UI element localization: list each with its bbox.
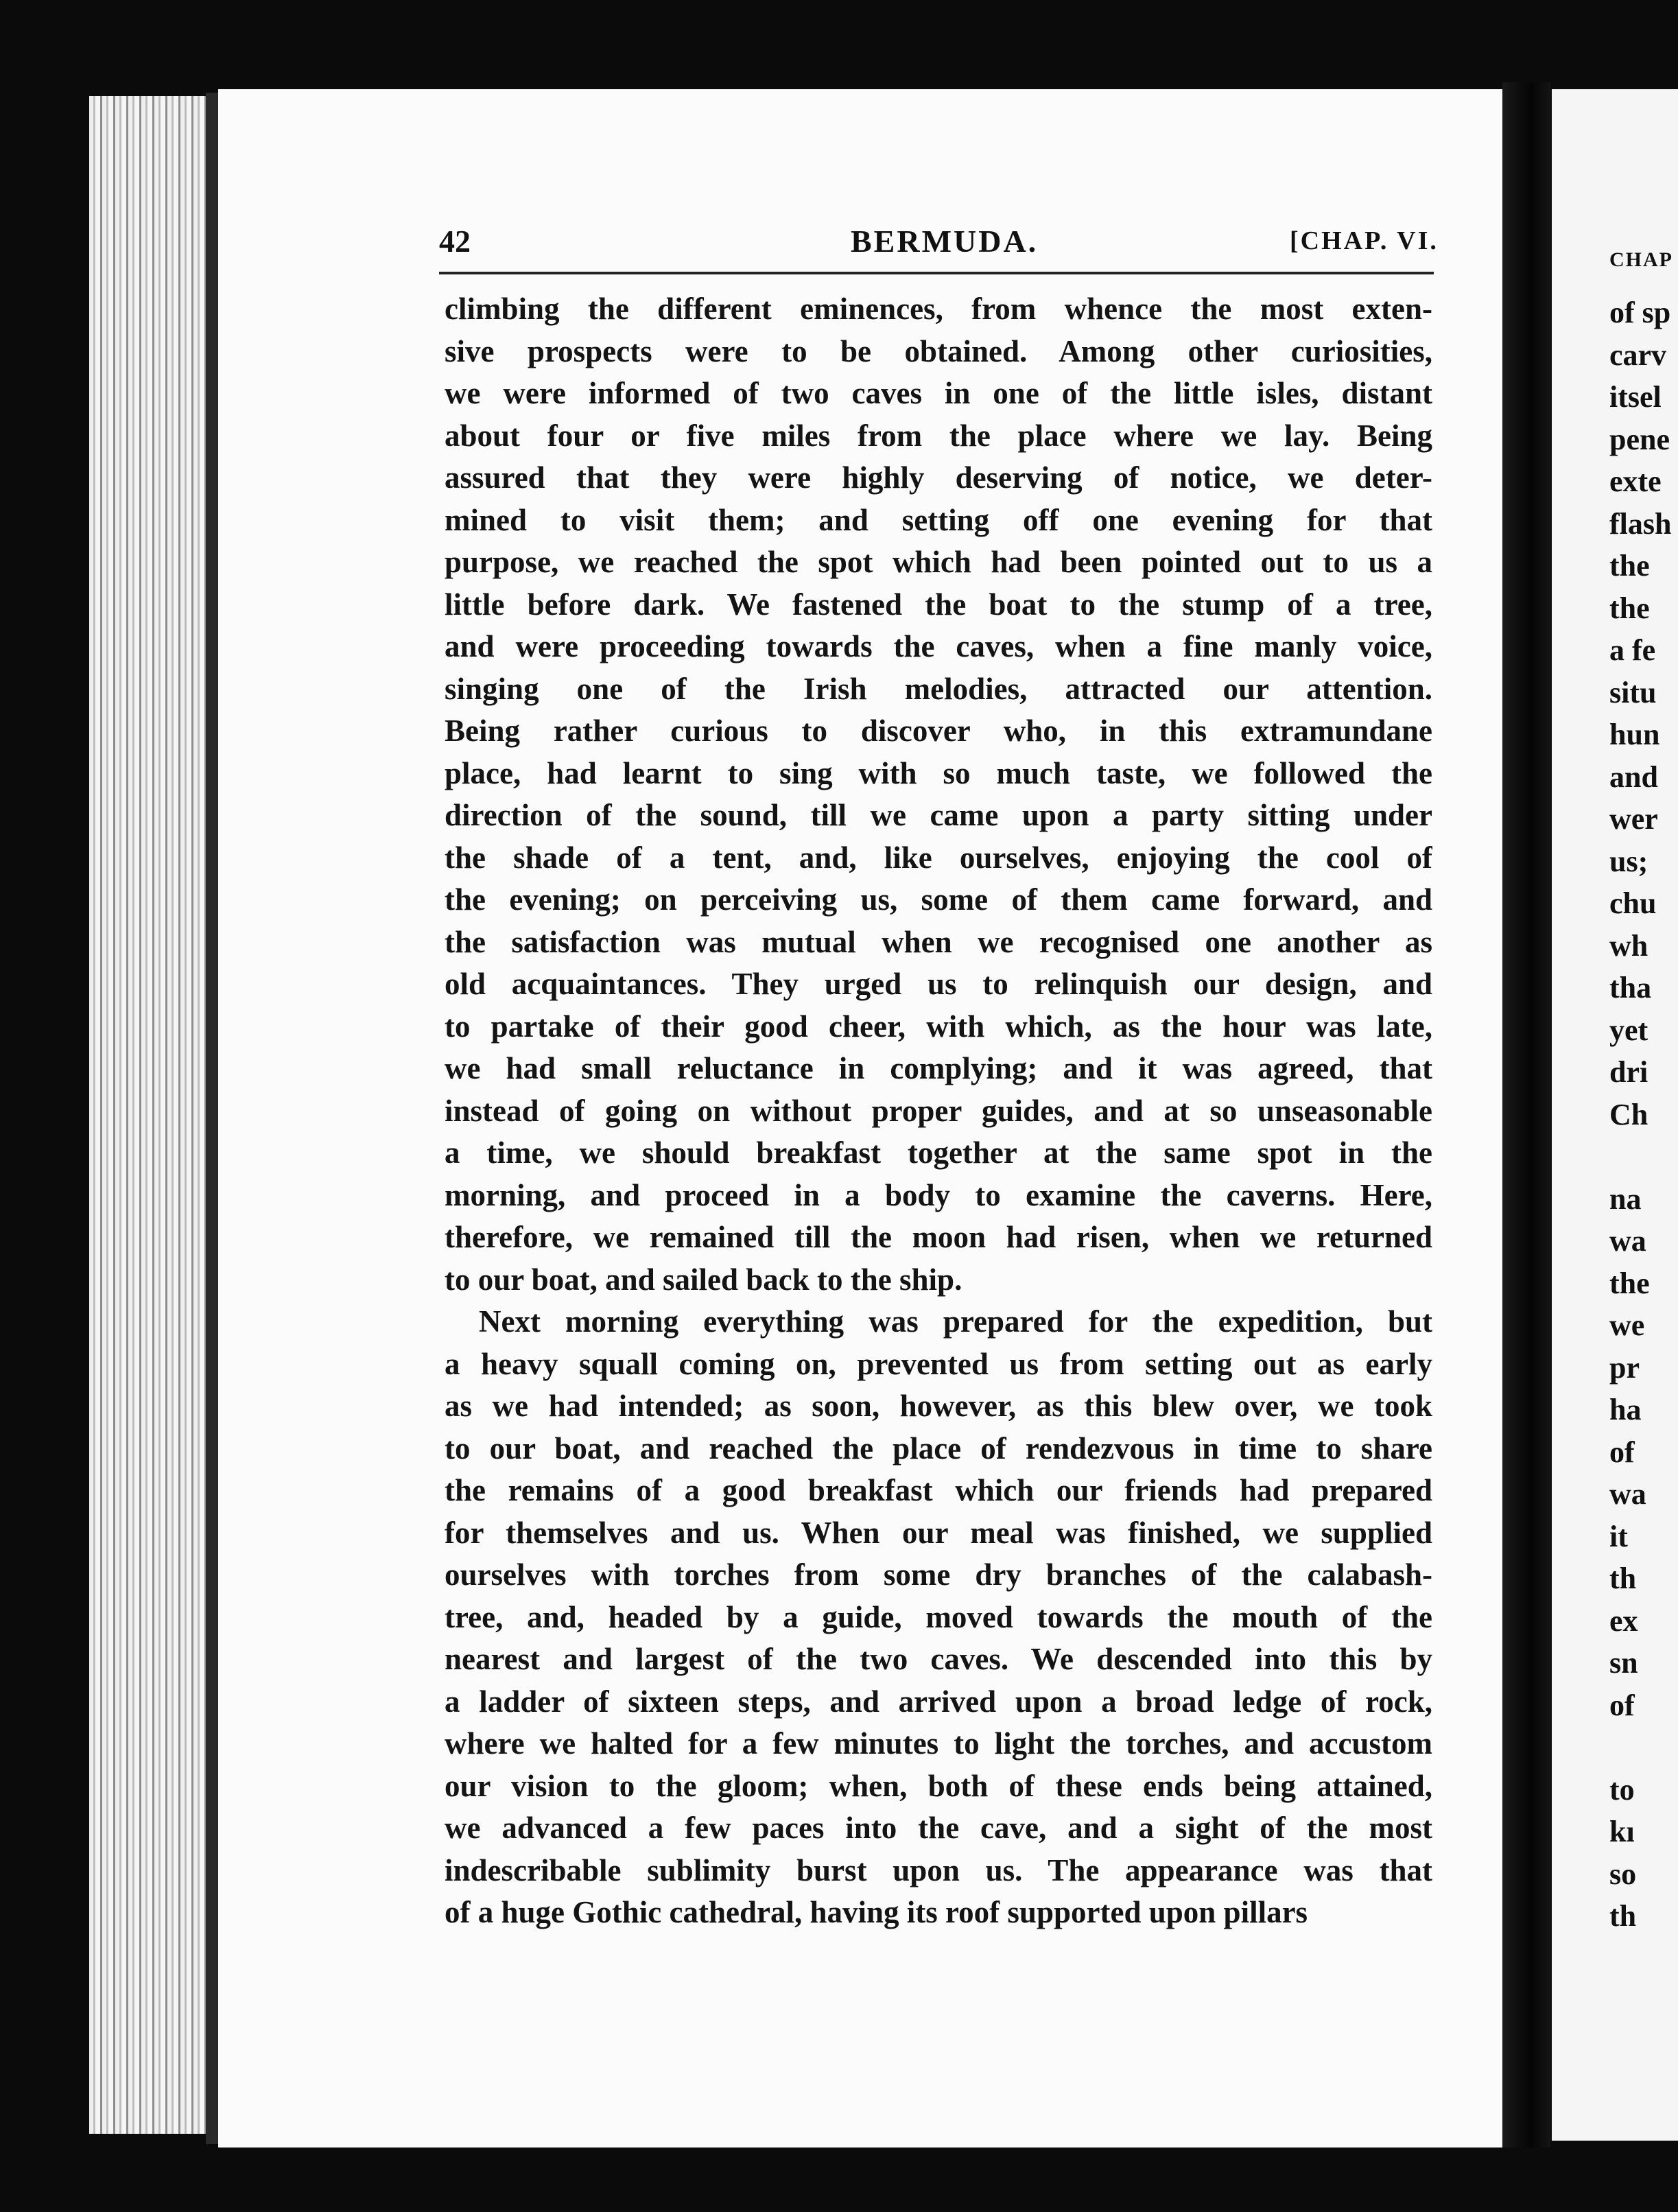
text-line: ourselves with torches from some dry branches of the calabash- [445,1557,1432,1592]
text-line: to partake of their good cheer, with which, as the hour was late, [445,1009,1432,1044]
book-gutter [1502,82,1550,2148]
facing-text-line: th [1609,1562,1637,1595]
text-line: we advanced a few paces into the cave, and a sight of the most [445,1811,1432,1845]
body-text [445,288,1432,1934]
text-line: about four or five miles from the place where we lay. Being [445,418,1432,453]
facing-text-line: dri [1609,1055,1649,1089]
facing-text-line: yet [1609,1013,1649,1047]
text-line: a time, we should breakfast together at the same spot in the [445,1136,1432,1170]
text-line: and were proceeding towards the caves, when a fine manly voice, [445,629,1432,663]
text-line: a ladder of sixteen steps, and arrived upon a broad ledge of rock, [445,1684,1432,1719]
text-line: place, had learnt to sing with so much taste, we followed the [445,755,1432,790]
facing-text-line: pene [1609,422,1670,456]
text-line: direction of the sound, till we came upon a party sitting under [445,798,1432,832]
page-edges [89,96,220,2134]
facing-text-line: of sp [1609,296,1671,329]
facing-text-line: wa [1609,1224,1646,1258]
facing-text-line: tha [1609,971,1652,1004]
text-line: for themselves and us. When our meal was finished, we supplied [445,1515,1432,1550]
facing-text-line: Ch [1609,1097,1649,1131]
text-line: our vision to the gloom; when, both of these ends being attained, [445,1768,1432,1803]
facing-text-line: the [1609,591,1650,625]
text-line: little before dark. We fastened the boat to the stump of a tree, [445,587,1432,622]
facing-text-line: we [1609,1308,1645,1342]
text-line: Next morning everything was prepared for the expedition, but [479,1304,1432,1339]
facing-text-line: it [1609,1519,1628,1553]
facing-text-line: flash [1609,506,1672,541]
text-line: to our boat, and sailed back to the ship. [445,1262,962,1297]
facing-page [1552,89,1678,2141]
text-line: old acquaintances. They urged us to relinquish our design, and [445,967,1432,1001]
facing-text-line: a fe [1609,633,1656,667]
facing-text-line: exte [1609,464,1662,498]
facing-text-line: us; [1609,844,1649,878]
text-line: we had small reluctance in complying; and it was agreed, that [445,1051,1432,1085]
text-line: singing one of the Irish melodies, attracted our attention. [445,671,1432,706]
facing-text-line: pr [1609,1350,1640,1385]
text-line: to our boat, and reached the place of rendezvous in time to share [445,1431,1432,1466]
facing-text-line: the [1609,1266,1650,1300]
chapter-label: [CHAP. VI. [1290,226,1439,255]
facing-page-header: CHAP [1609,248,1673,271]
text-line: the remains of a good breakfast which our friends had prepared [445,1473,1432,1507]
facing-text-line: ha [1609,1393,1642,1426]
facing-text-line: so [1609,1857,1637,1891]
text-line: as we had intended; as soon, however, as this blew over, we took [445,1389,1432,1423]
text-line: instead of going on without proper guides, and at so unseasonable [445,1093,1432,1128]
facing-text-line: wh [1609,928,1649,963]
page-number: 42 [439,224,471,259]
facing-text-line: wa [1609,1477,1646,1511]
text-line: of a huge Gothic cathedral, having its roof supported upon pillars [445,1895,1308,1929]
facing-text-line: th [1609,1899,1637,1933]
text-line: assured that they were highly deserving of notice, we deter- [445,460,1432,495]
text-line: mined to visit them; and setting off one evening for that [445,502,1432,537]
facing-text-line: the [1609,549,1650,583]
facing-text-line: sn [1609,1646,1638,1680]
running-title: BERMUDA. [851,224,1039,259]
text-line: indescribable sublimity burst upon us. The appearance was that [445,1852,1432,1887]
text-line: where we halted for a few minutes to light the torches, and accustom [445,1726,1432,1761]
facing-text-line: wer [1609,802,1658,836]
text-line: sive prospects were to be obtained. Among other curiosities, [445,333,1432,368]
header-rule [439,272,1434,274]
facing-text-line: of [1609,1435,1635,1469]
facing-text-line: situ [1609,675,1657,709]
text-line: the satisfaction was mutual when we recognised one another as [445,924,1432,959]
facing-text-line: carv [1609,338,1667,372]
facing-text-line: of [1609,1688,1635,1722]
facing-text-line: ex [1609,1603,1638,1638]
text-line: tree, and, headed by a guide, moved towards the mouth of the [445,1599,1432,1634]
facing-text-line: itsel [1609,380,1662,414]
facing-text-line: hun [1609,718,1660,751]
text-line: morning, and proceed in a body to examine the caverns. Here, [445,1177,1432,1212]
facing-text-line: to [1609,1772,1635,1807]
text-line: therefore, we remained till the moon had risen, when we returned [445,1220,1432,1254]
running-header [439,223,1439,264]
facing-text-line: kı [1609,1815,1635,1848]
facing-text-line: and [1609,760,1658,794]
text-line: climbing the different eminences, from whence the most exten- [445,292,1432,326]
facing-text-line: chu [1609,886,1657,920]
text-line: purpose, we reached the spot which had been pointed out to us a [445,545,1432,579]
text-line: Being rather curious to discover who, in this extramundane [445,714,1432,748]
facing-text-line: na [1609,1181,1642,1216]
text-line: we were informed of two caves in one of the little isles, distant [445,376,1432,410]
text-line: nearest and largest of the two caves. We descended into this by [445,1642,1432,1676]
text-line: the shade of a tent, and, like ourselves, enjoying the cool of [445,840,1432,875]
text-line: the evening; on perceiving us, some of them came forward, and [445,882,1432,917]
text-line: a heavy squall coming on, prevented us from setting out as early [445,1346,1432,1381]
